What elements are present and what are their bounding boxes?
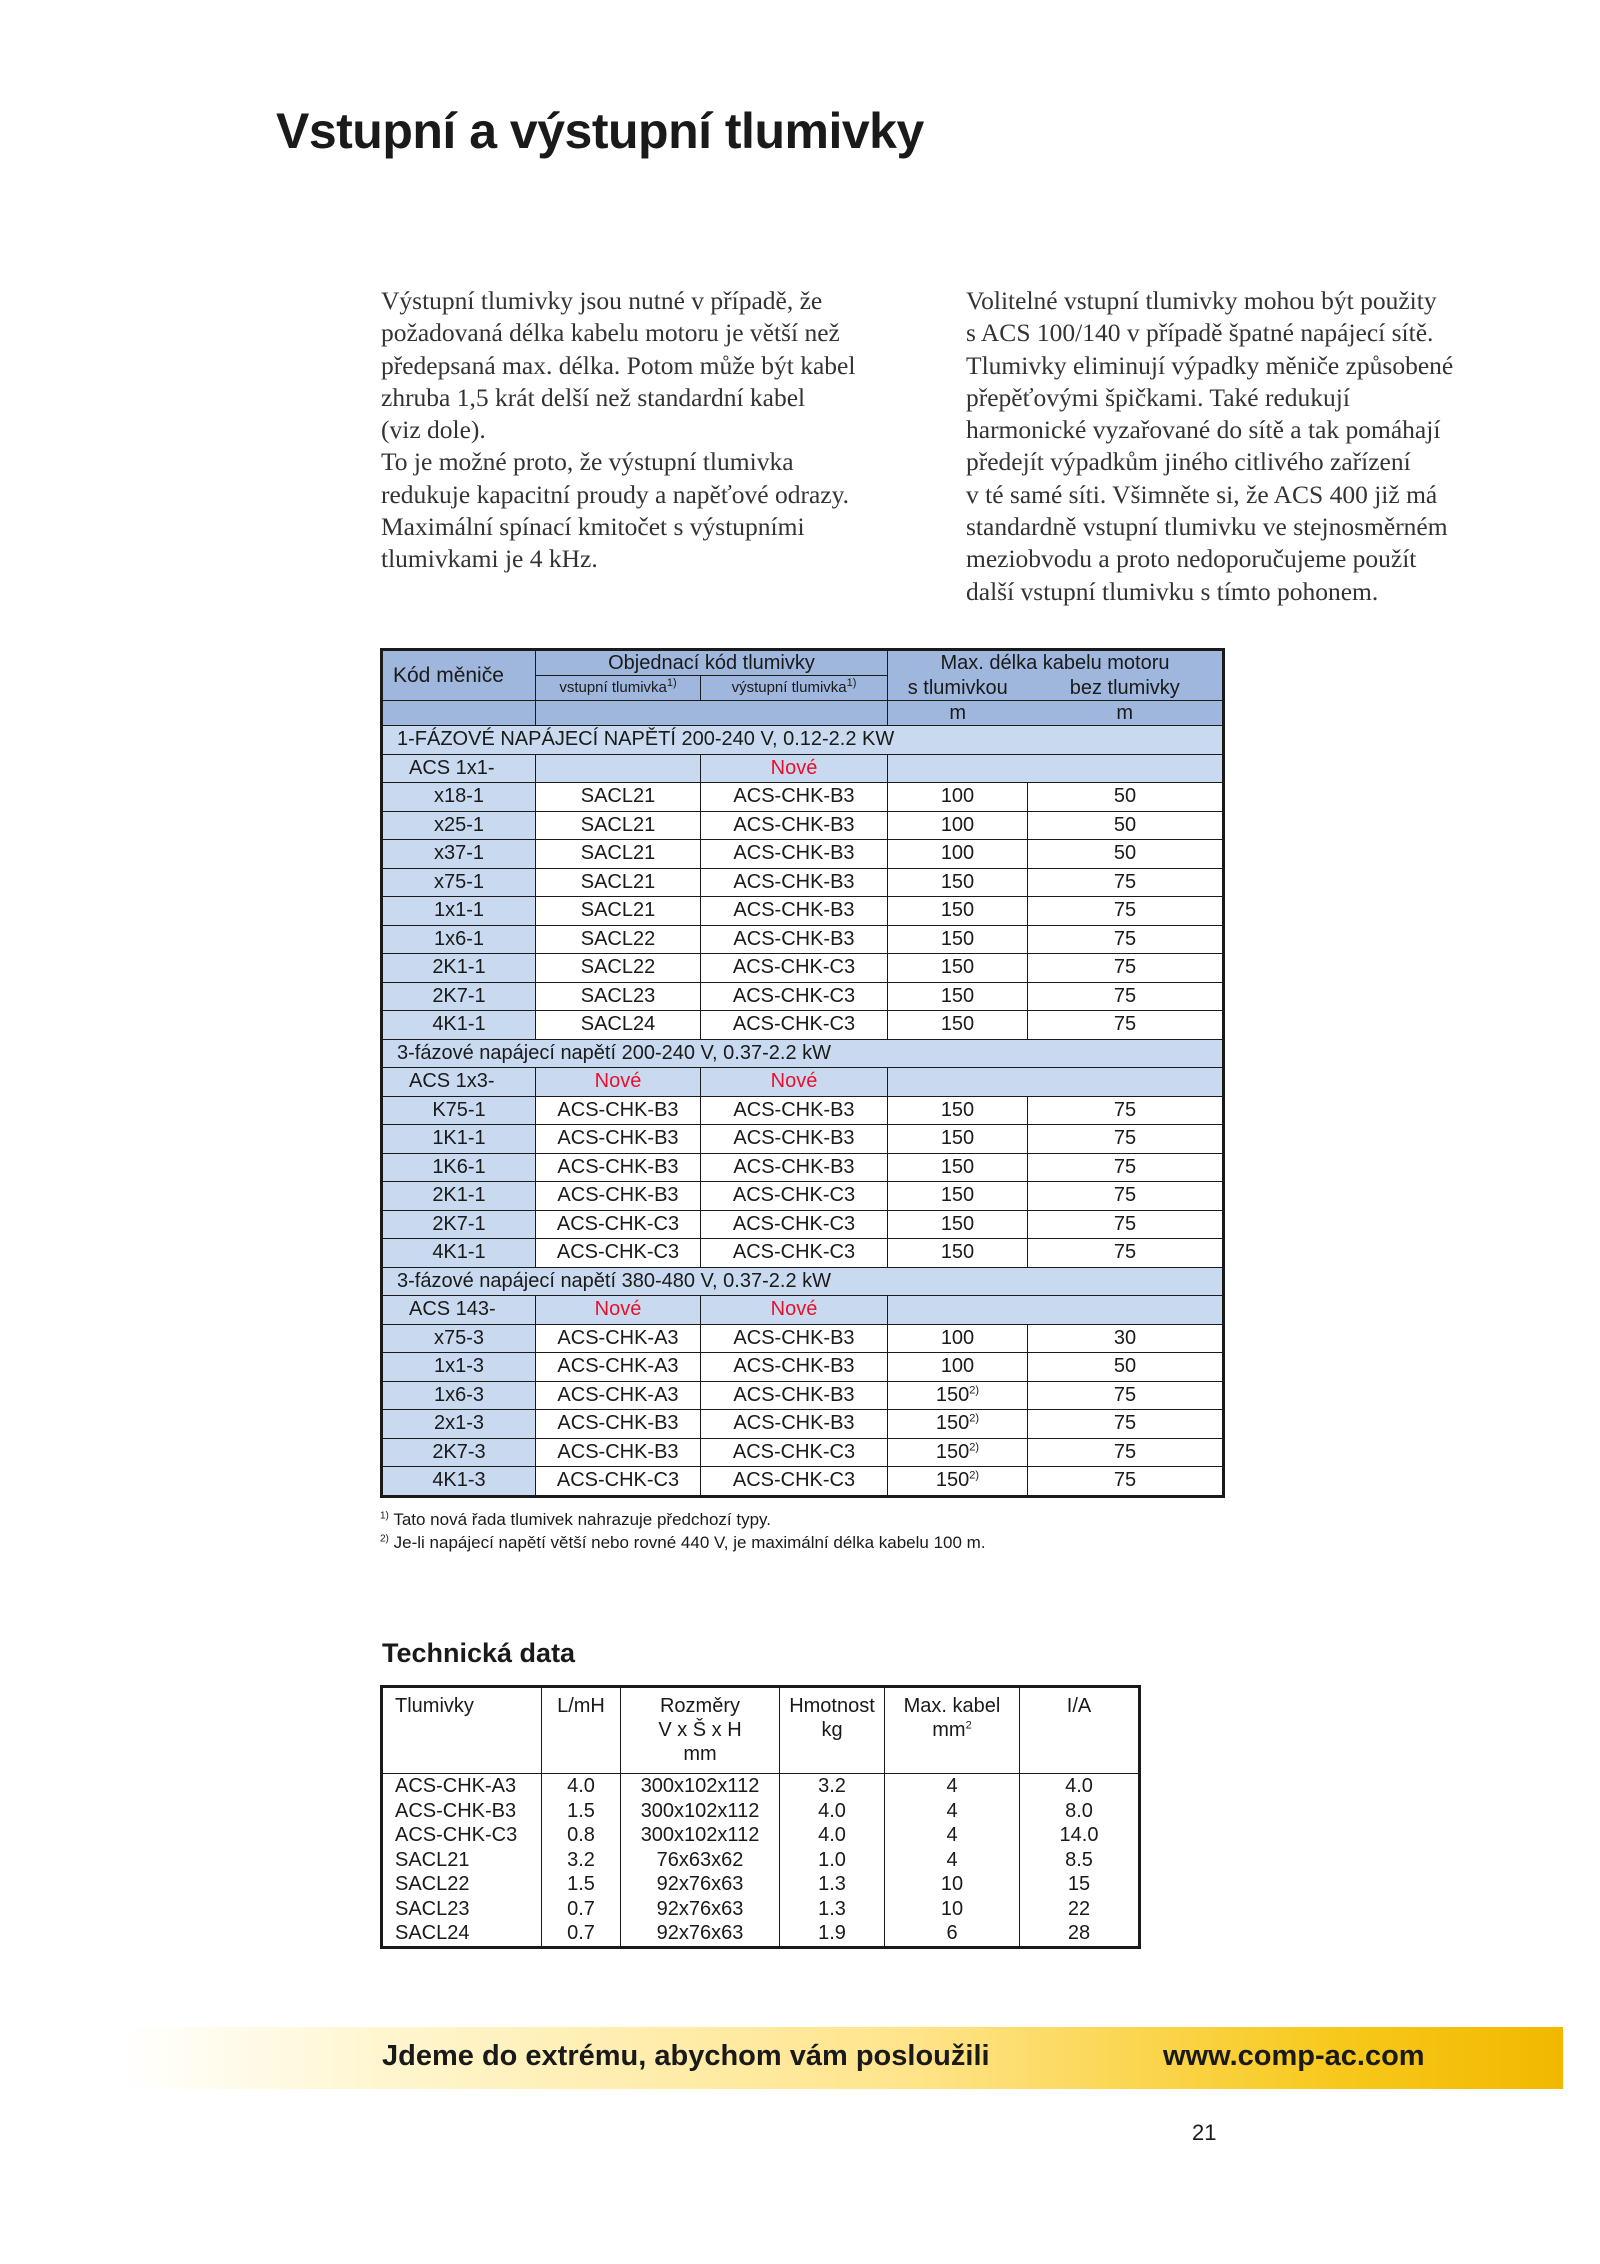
length-without-choke: 75 xyxy=(1028,1182,1224,1211)
header-order-code: Objednací kód tlumivky xyxy=(536,650,888,676)
group-code: ACS 1x3- xyxy=(382,1068,536,1097)
dimensions: 300x102x112 xyxy=(621,1774,780,1799)
length-with-choke: 100 xyxy=(888,811,1028,840)
output-choke: ACS-CHK-C3 xyxy=(701,1239,888,1268)
dimensions: 300x102x112 xyxy=(621,1799,780,1824)
mass: 1.9 xyxy=(780,1921,885,1947)
drive-code: x25-1 xyxy=(382,811,536,840)
intro-line: To je možné proto, že výstupní tlumivka xyxy=(381,447,794,477)
input-choke: ACS-CHK-A3 xyxy=(536,1381,701,1410)
section-title-row xyxy=(382,1039,1224,1068)
inductance: 0.8 xyxy=(542,1823,621,1848)
output-choke: ACS-CHK-C3 xyxy=(701,954,888,983)
intro-line: harmonické vyzařované do sítě a tak pomáhají xyxy=(966,415,1441,445)
output-choke: ACS-CHK-C3 xyxy=(701,1438,888,1467)
output-choke: ACS-CHK-B3 xyxy=(701,840,888,869)
length-without-choke: 75 xyxy=(1028,1467,1224,1497)
intro-line: předejít výpadkům jiného citlivého zařízení xyxy=(966,447,1411,477)
inductance: 0.7 xyxy=(542,1897,621,1922)
tech-header-current: I/A xyxy=(1020,1687,1140,1774)
length-with-choke: 150$^{2)}$ xyxy=(888,1467,1028,1497)
tech-header-name: Tlumivky xyxy=(382,1687,542,1774)
output-choke: ACS-CHK-B3 xyxy=(701,897,888,926)
mass: 1.3 xyxy=(780,1897,885,1922)
table-unit-row xyxy=(382,701,1224,726)
length-with-choke: 150 xyxy=(888,925,1028,954)
header-output-choke: výstupní tlumivka$^{1)}$ xyxy=(701,676,888,701)
mass: 1.0 xyxy=(780,1848,885,1873)
intro-line: předepsaná max. délka. Potom může být kabel xyxy=(381,350,856,380)
length-without-choke: 75 xyxy=(1028,954,1224,983)
drive-code: 1K1-1 xyxy=(382,1125,536,1154)
table-row xyxy=(382,868,1224,897)
intro-line: Volitelné vstupní tlumivky mohou být použity xyxy=(966,286,1437,315)
length-with-choke: 150 xyxy=(888,868,1028,897)
section-title: 3-fázové napájecí napětí 380-480 V, 0.37-2.2 kW xyxy=(382,1267,1224,1296)
length-with-choke: 150 xyxy=(888,982,1028,1011)
header-input-choke: vstupní tlumivka$^{1)}$ xyxy=(536,676,701,701)
input-choke: ACS-CHK-C3 xyxy=(536,1210,701,1239)
input-choke: ACS-CHK-B3 xyxy=(536,1125,701,1154)
input-choke: ACS-CHK-C3 xyxy=(536,1467,701,1497)
tech-header-dimensions: Rozměry V x Š x H mm xyxy=(621,1687,780,1774)
max-cable: 10 xyxy=(885,1897,1020,1922)
length-without-choke: 75 xyxy=(1028,925,1224,954)
input-choke: ACS-CHK-A3 xyxy=(536,1324,701,1353)
length-with-choke: 150 xyxy=(888,1153,1028,1182)
new-output-flag: Nové xyxy=(701,1068,888,1097)
footnote-1: $^{1)}$ Tato nová řada tlumivek nahrazuje předchozí typy. xyxy=(380,1510,771,1529)
drive-code: 2K1-1 xyxy=(382,1182,536,1211)
table-row xyxy=(382,1096,1224,1125)
output-choke: ACS-CHK-B3 xyxy=(701,1096,888,1125)
tech-row xyxy=(382,1799,1140,1824)
header-max-cable-length: Max. délka kabelu motoru xyxy=(888,650,1224,676)
drive-code: 4K1-1 xyxy=(382,1239,536,1268)
choke-name: SACL23 xyxy=(382,1897,542,1922)
current: 22 xyxy=(1020,1897,1140,1922)
intro-line: tlumivkami je 4 kHz. xyxy=(381,544,598,574)
choke-name: SACL24 xyxy=(382,1921,542,1947)
intro-line: meziobvodu a proto nedoporučujeme použít xyxy=(966,544,1417,574)
input-choke: ACS-CHK-B3 xyxy=(536,1096,701,1125)
inductance: 0.7 xyxy=(542,1921,621,1947)
drive-code: 1x6-1 xyxy=(382,925,536,954)
table-row xyxy=(382,1381,1224,1410)
new-input-flag: Nové xyxy=(536,1296,701,1325)
table-row xyxy=(382,897,1224,926)
intro-line: standardně vstupní tlumivku ve stejnosměrném xyxy=(966,512,1448,542)
table-row xyxy=(382,1438,1224,1467)
length-with-choke: 150 xyxy=(888,954,1028,983)
length-without-choke: 50 xyxy=(1028,840,1224,869)
dimensions: 92x76x63 xyxy=(621,1921,780,1947)
intro-line: Tlumivky eliminují výpadky měniče způsobené xyxy=(966,350,1454,380)
inductance: 1.5 xyxy=(542,1799,621,1824)
max-cable: 6 xyxy=(885,1921,1020,1947)
dimensions: 92x76x63 xyxy=(621,1897,780,1922)
length-with-choke: 150 xyxy=(888,1011,1028,1040)
current: 8.0 xyxy=(1020,1799,1140,1824)
tech-header-inductance: L/mH xyxy=(542,1687,621,1774)
length-with-choke: 150 xyxy=(888,1239,1028,1268)
intro-line: požadovaná délka kabelu motoru je větší než xyxy=(381,318,840,348)
technical-data-table xyxy=(380,1685,1141,1949)
choke-name: ACS-CHK-B3 xyxy=(382,1799,542,1824)
length-without-choke: 50 xyxy=(1028,811,1224,840)
table-row xyxy=(382,840,1224,869)
drive-code: 2K1-1 xyxy=(382,954,536,983)
inductance: 4.0 xyxy=(542,1774,621,1799)
tech-row xyxy=(382,1921,1140,1947)
drive-code: 2K7-3 xyxy=(382,1438,536,1467)
table-row xyxy=(382,811,1224,840)
drive-code: x75-3 xyxy=(382,1324,536,1353)
table-row xyxy=(382,1353,1224,1382)
output-choke: ACS-CHK-C3 xyxy=(701,1210,888,1239)
group-code: ACS 1x1- xyxy=(382,754,536,783)
input-choke: SACL21 xyxy=(536,840,701,869)
tech-row xyxy=(382,1848,1140,1873)
drive-code: x18-1 xyxy=(382,783,536,812)
output-choke: ACS-CHK-C3 xyxy=(701,1182,888,1211)
tech-header-row xyxy=(382,1687,1140,1774)
length-with-choke: 100 xyxy=(888,1324,1028,1353)
table-row xyxy=(382,1467,1224,1497)
length-without-choke: 75 xyxy=(1028,982,1224,1011)
tech-row xyxy=(382,1872,1140,1897)
input-choke: ACS-CHK-C3 xyxy=(536,1239,701,1268)
drive-code: 4K1-1 xyxy=(382,1011,536,1040)
length-with-choke: 100 xyxy=(888,1353,1028,1382)
length-without-choke: 75 xyxy=(1028,1210,1224,1239)
input-choke: ACS-CHK-B3 xyxy=(536,1438,701,1467)
group-row xyxy=(382,754,1224,783)
inductance: 3.2 xyxy=(542,1848,621,1873)
output-choke: ACS-CHK-B3 xyxy=(701,1125,888,1154)
length-without-choke: 75 xyxy=(1028,868,1224,897)
length-with-choke: 150$^{2)}$ xyxy=(888,1410,1028,1439)
max-cable: 10 xyxy=(885,1872,1020,1897)
drive-code: 2K7-1 xyxy=(382,982,536,1011)
max-cable: 4 xyxy=(885,1799,1020,1824)
drive-code: x37-1 xyxy=(382,840,536,869)
drive-code: 1K6-1 xyxy=(382,1153,536,1182)
footer-slogan: Jdeme do extrému, abychom vám posloužili xyxy=(382,2040,990,2072)
mass: 1.3 xyxy=(780,1872,885,1897)
intro-line: zhruba 1,5 krát delší než standardní kabel xyxy=(381,382,806,412)
header-with-choke: s tlumivkou xyxy=(888,676,1028,701)
output-choke: ACS-CHK-B3 xyxy=(701,811,888,840)
unit-without: m xyxy=(1028,701,1224,726)
current: 14.0 xyxy=(1020,1823,1140,1848)
table-row xyxy=(382,1125,1224,1154)
length-without-choke: 50 xyxy=(1028,783,1224,812)
table-row xyxy=(382,1153,1224,1182)
inductance: 1.5 xyxy=(542,1872,621,1897)
input-choke: ACS-CHK-B3 xyxy=(536,1182,701,1211)
header-drive-code: Kód měniče xyxy=(382,650,536,701)
choke-name: ACS-CHK-C3 xyxy=(382,1823,542,1848)
table-row xyxy=(382,1011,1224,1040)
output-choke: ACS-CHK-B3 xyxy=(701,925,888,954)
intro-line: Výstupní tlumivky jsou nutné v případě, že xyxy=(381,286,823,315)
input-choke: SACL22 xyxy=(536,925,701,954)
mass: 3.2 xyxy=(780,1774,885,1799)
choke-name: SACL22 xyxy=(382,1872,542,1897)
current: 8.5 xyxy=(1020,1848,1140,1873)
output-choke: ACS-CHK-C3 xyxy=(701,1467,888,1497)
input-choke: SACL21 xyxy=(536,811,701,840)
drive-code: 1x1-3 xyxy=(382,1353,536,1382)
output-choke: ACS-CHK-B3 xyxy=(701,1353,888,1382)
table-row xyxy=(382,1182,1224,1211)
max-cable: 4 xyxy=(885,1774,1020,1799)
choke-order-table xyxy=(380,648,1225,1498)
drive-code: x75-1 xyxy=(382,868,536,897)
input-choke: SACL23 xyxy=(536,982,701,1011)
intro-line: Maximální spínací kmitočet s výstupními xyxy=(381,512,805,542)
length-without-choke: 75 xyxy=(1028,1438,1224,1467)
length-with-choke: 150 xyxy=(888,1182,1028,1211)
output-choke: ACS-CHK-B3 xyxy=(701,868,888,897)
intro-line: v té samé síti. Všimněte si, že ACS 400 již má xyxy=(966,479,1438,509)
table-row xyxy=(382,1239,1224,1268)
input-choke: ACS-CHK-B3 xyxy=(536,1153,701,1182)
length-without-choke: 75 xyxy=(1028,1011,1224,1040)
input-choke: SACL21 xyxy=(536,868,701,897)
input-choke: SACL22 xyxy=(536,954,701,983)
length-with-choke: 150 xyxy=(888,1210,1028,1239)
footnote-2: $^{2)}$ Je-li napájecí napětí větší nebo rovné 440 V, je maximální délka kabelu 100 m. xyxy=(380,1533,986,1552)
new-output-flag: Nové xyxy=(701,754,888,783)
length-without-choke: 75 xyxy=(1028,1125,1224,1154)
dimensions: 76x63x62 xyxy=(621,1848,780,1873)
page-number: 21 xyxy=(1192,2120,1217,2145)
tech-row xyxy=(382,1897,1140,1922)
page-title: Vstupní a výstupní tlumivky xyxy=(276,103,924,159)
intro-line: redukuje kapacitní proudy a napěťové odrazy. xyxy=(381,479,850,509)
footer-url[interactable]: www.comp-ac.com xyxy=(1163,2040,1425,2072)
length-without-choke: 75 xyxy=(1028,1381,1224,1410)
table-header-row xyxy=(382,650,1224,676)
intro-left-column xyxy=(381,285,941,576)
choke-name: ACS-CHK-A3 xyxy=(382,1774,542,1799)
group-row xyxy=(382,1068,1224,1097)
mass: 4.0 xyxy=(780,1823,885,1848)
intro-line: přepěťovými špičkami. Také redukují xyxy=(966,382,1350,412)
input-choke: SACL24 xyxy=(536,1011,701,1040)
drive-code: 2K7-1 xyxy=(382,1210,536,1239)
group-code: ACS 143- xyxy=(382,1296,536,1325)
drive-code: 2x1-3 xyxy=(382,1410,536,1439)
dimensions: 92x76x63 xyxy=(621,1872,780,1897)
choke-name: SACL21 xyxy=(382,1848,542,1873)
length-without-choke: 50 xyxy=(1028,1353,1224,1382)
length-without-choke: 75 xyxy=(1028,1153,1224,1182)
section-title: 3-fázové napájecí napětí 200-240 V, 0.37-2.2 kW xyxy=(382,1039,1224,1068)
length-with-choke: 100 xyxy=(888,783,1028,812)
length-without-choke: 75 xyxy=(1028,1096,1224,1125)
section-title-row xyxy=(382,726,1224,755)
table-row xyxy=(382,1324,1224,1353)
section-title: 1-FÁZOVÉ NAPÁJECÍ NAPĚTÍ 200-240 V, 0.12-2.2 KW xyxy=(382,726,1224,755)
new-input-flag xyxy=(536,754,701,783)
table-row xyxy=(382,982,1224,1011)
group-row xyxy=(382,1296,1224,1325)
output-choke: ACS-CHK-B3 xyxy=(701,1410,888,1439)
current: 4.0 xyxy=(1020,1774,1140,1799)
drive-code: K75-1 xyxy=(382,1096,536,1125)
length-without-choke: 30 xyxy=(1028,1324,1224,1353)
new-input-flag: Nové xyxy=(536,1068,701,1097)
input-choke: SACL21 xyxy=(536,783,701,812)
input-choke: ACS-CHK-B3 xyxy=(536,1410,701,1439)
technical-data-heading: Technická data xyxy=(382,1638,576,1668)
max-cable: 4 xyxy=(885,1823,1020,1848)
intro-line: další vstupní tlumivku s tímto pohonem. xyxy=(966,576,1379,606)
unit-with: m xyxy=(888,701,1028,726)
length-without-choke: 75 xyxy=(1028,1239,1224,1268)
output-choke: ACS-CHK-B3 xyxy=(701,1381,888,1410)
length-with-choke: 150$^{2)}$ xyxy=(888,1438,1028,1467)
tech-row xyxy=(382,1823,1140,1848)
output-choke: ACS-CHK-B3 xyxy=(701,1324,888,1353)
table-row xyxy=(382,783,1224,812)
length-without-choke: 75 xyxy=(1028,897,1224,926)
table-row xyxy=(382,954,1224,983)
table-row xyxy=(382,1210,1224,1239)
length-with-choke: 150 xyxy=(888,1096,1028,1125)
tech-header-cable: Max. kabel $mm^2$ xyxy=(885,1687,1020,1774)
current: 15 xyxy=(1020,1872,1140,1897)
intro-right-column xyxy=(966,285,1526,608)
length-with-choke: 150 xyxy=(888,1125,1028,1154)
table-row xyxy=(382,925,1224,954)
tech-header-mass: Hmotnost kg xyxy=(780,1687,885,1774)
section-title-row xyxy=(382,1267,1224,1296)
output-choke: ACS-CHK-B3 xyxy=(701,1153,888,1182)
new-output-flag: Nové xyxy=(701,1296,888,1325)
dimensions: 300x102x112 xyxy=(621,1823,780,1848)
intro-line: (viz dole). xyxy=(381,415,486,445)
input-choke: ACS-CHK-A3 xyxy=(536,1353,701,1382)
current: 28 xyxy=(1020,1921,1140,1947)
input-choke: SACL21 xyxy=(536,897,701,926)
length-with-choke: 150$^{2)}$ xyxy=(888,1381,1028,1410)
output-choke: ACS-CHK-B3 xyxy=(701,783,888,812)
length-with-choke: 150 xyxy=(888,897,1028,926)
output-choke: ACS-CHK-C3 xyxy=(701,982,888,1011)
length-with-choke: 100 xyxy=(888,840,1028,869)
mass: 4.0 xyxy=(780,1799,885,1824)
table-row xyxy=(382,1410,1224,1439)
length-without-choke: 75 xyxy=(1028,1410,1224,1439)
intro-line: s ACS 100/140 v případě špatné napájecí sítě. xyxy=(966,318,1434,348)
tech-row xyxy=(382,1774,1140,1799)
output-choke: ACS-CHK-C3 xyxy=(701,1011,888,1040)
max-cable: 4 xyxy=(885,1848,1020,1873)
drive-code: 1x6-3 xyxy=(382,1381,536,1410)
header-without-choke: bez tlumivky xyxy=(1028,676,1224,701)
drive-code: 4K1-3 xyxy=(382,1467,536,1497)
drive-code: 1x1-1 xyxy=(382,897,536,926)
